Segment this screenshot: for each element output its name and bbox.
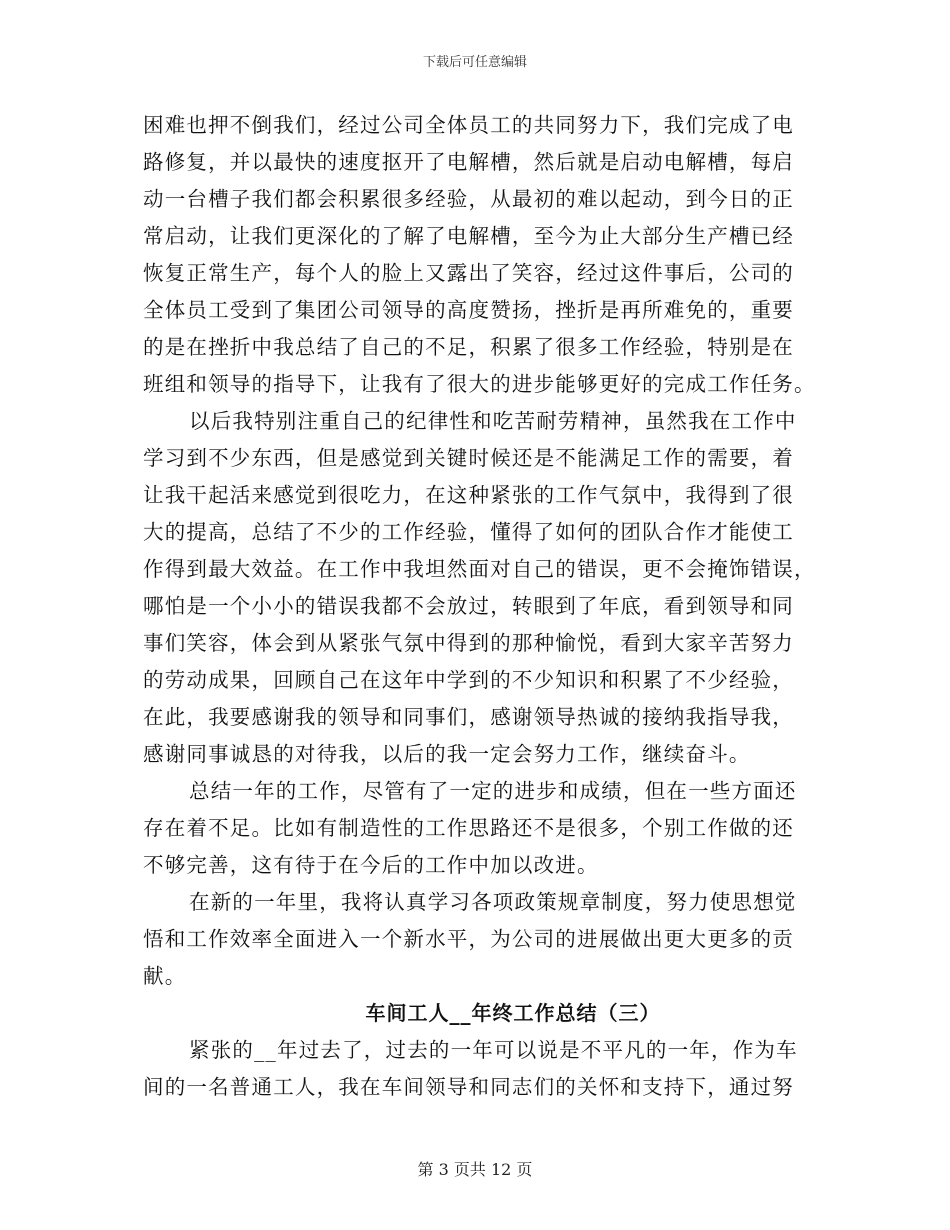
paragraph-line: 恢复正常生产，每个人的脸上又露出了笑容，经过这件事后，公司的 xyxy=(143,261,794,285)
paragraph-line: 全体员工受到了集团公司领导的高度赞扬，挫折是再所难免的，重要 xyxy=(143,298,794,322)
paragraph-line: 的劳动成果，回顾自己在这年中学到的不少知识和积累了不少经验， xyxy=(143,668,794,692)
section-title: 车间工人__年终工作总结（三） xyxy=(365,1001,661,1025)
paragraph xyxy=(143,107,823,403)
paragraph-line: 紧张的__年过去了，过去的一年可以说是不平凡的一年，作为车 xyxy=(189,1038,798,1062)
paragraph-line: 大的提高，总结了不少的工作经验，懂得了如何的团队合作才能使工 xyxy=(143,520,794,544)
paragraph-line: 以后我特别注重自己的纪律性和吃苦耐劳精神，虽然我在工作中 xyxy=(189,409,797,433)
page-footer: 第 3 页共 12 页 xyxy=(417,1160,533,1179)
paragraph-line: 作得到最大效益。在工作中我坦然面对自己的错误，更不会掩饰错误， xyxy=(143,557,816,581)
paragraph xyxy=(143,884,823,995)
paragraph xyxy=(143,403,823,773)
paragraph-line: 让我干起活来感觉到很吃力，在这种紧张的工作气氛中，我得到了很 xyxy=(143,483,794,507)
paragraph-line: 学习到不少东西，但是感觉到关键时候还是不能满足工作的需要，着 xyxy=(143,446,794,470)
paragraph xyxy=(143,1032,823,1106)
paragraph-line: 感谢同事诚恳的对待我，以后的我一定会努力工作，继续奋斗。 xyxy=(143,742,751,766)
document-body xyxy=(143,107,823,1106)
paragraph-line: 存在着不足。比如有制造性的工作思路还不是很多，个别工作做的还 xyxy=(143,816,794,840)
paragraph-line: 路修复，并以最快的速度抠开了电解槽，然后就是启动电解槽，每启 xyxy=(143,150,794,174)
paragraph-line: 动一台槽子我们都会积累很多经验，从最初的难以起动，到今日的正 xyxy=(143,187,794,211)
paragraph-line: 献。 xyxy=(143,964,187,988)
paragraph-line: 哪怕是一个小小的错误我都不会放过，转眼到了年底，看到领导和同 xyxy=(143,594,794,618)
paragraph-line: 班组和领导的指导下，让我有了很大的进步能够更好的完成工作任务。 xyxy=(143,372,816,396)
paragraph-line: 困难也押不倒我们，经过公司全体员工的共同努力下，我们完成了电 xyxy=(143,113,794,137)
paragraph-line: 总结一年的工作，尽管有了一定的进步和成绩，但在一些方面还 xyxy=(189,779,797,803)
paragraph-line: 常启动，让我们更深化的了解了电解槽，至今为止大部分生产槽已经 xyxy=(143,224,794,248)
paragraph-line: 不够完善，这有待于在今后的工作中加以改进。 xyxy=(143,853,599,877)
paragraph-line: 的是在挫折中我总结了自己的不足，积累了很多工作经验，特别是在 xyxy=(143,335,794,359)
paragraph xyxy=(143,773,823,884)
paragraph-line: 间的一名普通工人，我在车间领导和同志们的关怀和支持下，通过努 xyxy=(143,1075,794,1099)
page-header: 下载后可任意编辑 xyxy=(422,55,527,70)
paragraph-line: 在新的一年里，我将认真学习各项政策规章制度，努力使思想觉 xyxy=(189,890,797,914)
paragraph-line: 事们笑容，体会到从紧张气氛中得到的那种愉悦，看到大家辛苦努力 xyxy=(143,631,794,655)
paragraph-line: 悟和工作效率全面进入一个新水平，为公司的进展做出更大更多的贡 xyxy=(143,927,794,951)
paragraph-line: 在此，我要感谢我的领导和同事们，感谢领导热诚的接纳我指导我， xyxy=(143,705,794,729)
